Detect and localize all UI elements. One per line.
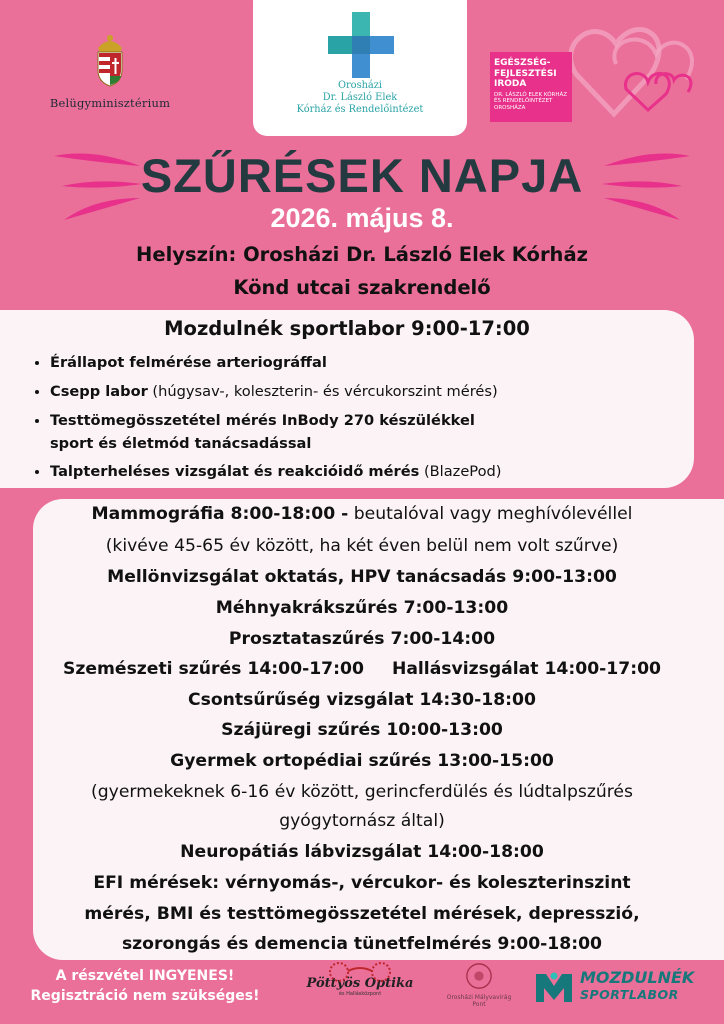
- item-note: (BlazePod): [419, 463, 502, 480]
- location-line1: Helyszín: Orosházi Dr. László Elek Kórház: [136, 243, 588, 266]
- eye-hearing-line: [0, 659, 724, 679]
- item-bold: Testtömegösszetétel mérés InBody 270 készülékkel: [50, 412, 475, 429]
- efi-line2: mérés, BMI és testtömegösszetétel mérések, depresszió,: [84, 904, 640, 924]
- free-line: A részvétel INGYENES!: [55, 968, 235, 984]
- hospital-name: [253, 80, 467, 116]
- efi-subtitle: [494, 92, 568, 112]
- event-date: 2026. május 8.: [270, 203, 454, 233]
- hearts-decoration-icon: [556, 14, 706, 124]
- ministry-logo: [30, 32, 190, 110]
- page-title: SZŰRÉSEK NAPJA: [140, 149, 584, 202]
- hearing-test: Hallásvizsgálat 14:00-17:00: [391, 659, 662, 679]
- registration-line: Regisztráció nem szükséges!: [30, 988, 260, 1004]
- mozdulnek-sub: SPORTLABOR: [580, 987, 679, 1002]
- flower-emblem-icon: [465, 962, 493, 990]
- list-item: [50, 457, 690, 486]
- mammography-line: [0, 504, 724, 524]
- list-item: [50, 348, 690, 377]
- eye-screening: Szemészeti szűrés 14:00-17:00: [62, 659, 364, 679]
- hospital-logo-card: [253, 0, 467, 136]
- efi-logo: [490, 52, 572, 122]
- prostate-screening-line: Prosztataszűrés 7:00-14:00: [228, 629, 496, 649]
- optika-subtitle: és Hallásközpont: [338, 991, 382, 997]
- location-line2: Könd utcai szakrendelő: [233, 276, 491, 299]
- pediatric-ortho-note1: (gyermekeknek 6-16 év között, gerincferdülés és lúdtalpszűrés: [91, 782, 633, 802]
- item-bold: Csepp labor: [50, 383, 148, 400]
- cervical-screening-line: Méhnyakrákszűrés 7:00-13:00: [215, 598, 509, 618]
- malyva-logo: [436, 962, 522, 1018]
- ministry-name: Belügyminisztérium: [49, 96, 171, 110]
- efi-sub-line2: ÉS RENDELŐINTÉZET: [494, 98, 553, 104]
- free-participation-note: [20, 966, 270, 1006]
- neuropathy-line: Neuropátiás lábvizsgálat 14:00-18:00: [180, 842, 544, 862]
- list-item: [50, 406, 690, 457]
- efi-title-line3: IRODA: [494, 79, 527, 89]
- item-bold: Talpterheléses vizsgálat és reakcióidő mérés: [50, 463, 420, 480]
- efi-sub-line3: OROSHÁZA: [494, 104, 526, 111]
- pediatric-ortho-note2: gyógytornász által): [279, 811, 445, 831]
- item-bold: Érállapot felmérése arteriográffal: [50, 354, 327, 371]
- mammography-title: Mammográfia 8:00-18:00 -: [91, 504, 349, 524]
- sportlabor-list: [34, 348, 690, 486]
- mammography-note: beutalóval vagy meghívólevéllel: [348, 504, 633, 524]
- sportlabor-title: Mozdulnék sportlabor 9:00-17:00: [164, 317, 530, 340]
- hospital-name-line1: Orosházi: [337, 80, 383, 91]
- mammography-condition: (kivéve 45-65 év között, ha két éven belül nem volt szűrve): [105, 536, 619, 556]
- medical-cross-icon: [328, 12, 394, 78]
- glasses-icon: [315, 962, 405, 982]
- optika-name: Pöttyös Optika: [306, 976, 414, 991]
- efi-title-line2: FEJLESZTÉSI: [494, 68, 557, 79]
- malyva-name-line1: Orosházi Mályvavirág: [446, 994, 512, 1001]
- list-item: [50, 377, 690, 406]
- mozdulnek-name: MOZDULNÉK: [580, 968, 695, 987]
- breast-exam-line: Mellönvizsgálat oktatás, HPV tanácsadás 9:00-13:00: [107, 567, 617, 587]
- malyva-name: [436, 994, 522, 1008]
- sportlabor-panel: [0, 310, 694, 488]
- mozdulnek-m-icon: [534, 970, 574, 1004]
- bone-density-line: Csontsűrűség vizsgálat 14:30-18:00: [188, 690, 536, 710]
- hospital-name-line2: Dr. László Elek: [322, 92, 398, 103]
- pediatric-ortho-line: Gyermek ortopédiai szűrés 13:00-15:00: [170, 751, 554, 771]
- malyva-name-line2: Pont: [472, 1001, 486, 1008]
- coat-of-arms-icon: [92, 32, 128, 90]
- efi-title-line1: EGÉSZSÉG-: [494, 58, 551, 68]
- hospital-name-line3: Kórház és Rendelőintézet: [296, 104, 424, 115]
- efi-title: [494, 58, 568, 90]
- efi-line3: szorongás és demencia tünetfelmérés 9:00-18:00: [121, 934, 603, 954]
- mozdulnek-logo: [534, 968, 714, 1008]
- item-continuation: sport és életmód tanácsadással: [50, 435, 312, 452]
- optika-logo: [300, 962, 420, 1018]
- oral-screening-line: Szájüregi szűrés 10:00-13:00: [221, 720, 503, 740]
- item-note: (húgysav-, koleszterin- és vércukorszint mérés): [147, 383, 498, 400]
- efi-sub-line1: DR. LÁSZLÓ ELEK KÓRHÁZ: [494, 91, 568, 98]
- efi-line1: EFI mérések: vérnyomás-, vércukor- és koleszterinszint: [93, 873, 631, 893]
